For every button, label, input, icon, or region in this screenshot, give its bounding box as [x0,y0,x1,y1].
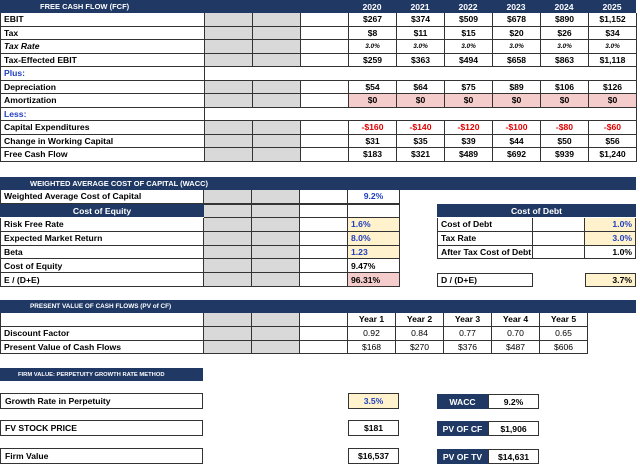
equity-row-label: Expected Market Return [0,232,204,246]
fcf-value: $0 [445,94,493,108]
fcf-year-header: 2025 [602,1,622,12]
fv-label-box [0,420,203,436]
fcf-value: $321 [397,148,445,162]
spacer-cell [205,67,349,81]
pv-value: 0.70 [492,327,540,341]
pvcf-value: $1,906 [488,421,539,436]
fcf-value: -$100 [493,121,541,135]
spacer-cell [533,218,585,232]
fcf-value: $374 [397,13,445,27]
spacer-cell [204,327,252,341]
spacer-cell [252,218,300,232]
spacer-cell [205,94,253,108]
fcf-value: $56 [589,135,637,149]
pv-row-label: Discount Factor [0,327,204,341]
spacer-cell [252,246,300,260]
debt-row [437,246,636,260]
fcf-row-label: Depreciation [1,81,205,95]
pv-year-header: Year 1 [348,313,396,327]
fcf-value: $0 [493,94,541,108]
spacer-cell [253,54,301,68]
spacer-cell [300,204,348,218]
spacer-cell [204,218,252,232]
fv-label: FV STOCK PRICE [5,423,77,433]
equity-row-value: 1.23 [348,246,400,260]
debt-ratio-row [437,273,636,287]
spacer-cell [301,148,349,162]
fcf-value: 3.0% [541,40,589,54]
fcf-value: $89 [493,81,541,95]
fcf-row-label: Amortization [1,94,205,108]
fcf-value: $26 [541,27,589,41]
spacer-cell [253,13,301,27]
pvtv-label: PV OF TV [437,449,488,464]
fcf-value: $692 [493,148,541,162]
spacer-cell [252,204,300,218]
fcf-year-header: 2022 [458,1,478,12]
pv-value: 0.65 [540,327,588,341]
equity-table [0,218,400,288]
spacer-cell [252,327,300,341]
pv-year-header: Year 5 [540,313,588,327]
fcf-value: $15 [445,27,493,41]
equity-row-label: Beta [0,246,204,260]
pv-value: $270 [396,341,444,355]
spacer-cell [252,259,300,273]
spacer-cell [253,27,301,41]
spacer-cell [253,81,301,95]
spacer-cell [252,341,300,355]
spacer-cell [252,190,300,204]
fcf-value: $44 [493,135,541,149]
fcf-header [0,0,636,13]
spacer-cell [533,246,585,260]
debt-ratio-label: D / (D+E) [437,273,533,287]
fcf-row [1,81,638,95]
fcf-row [1,27,638,41]
fcf-value: $64 [397,81,445,95]
debt-table [437,218,636,259]
spacer-cell [301,135,349,149]
spacer-cell [205,81,253,95]
fcf-value: $183 [349,148,397,162]
spacer-cell [300,259,348,273]
spacer-cell [252,232,300,246]
fcf-value: -$160 [349,121,397,135]
spacer-cell [205,27,253,41]
debt-row-label: Tax Rate [437,232,533,246]
equity-row [0,273,400,287]
fcf-value: 3.0% [397,40,445,54]
spacer-cell [300,232,348,246]
fcf-value: $34 [589,27,637,41]
fcf-row [1,67,638,81]
fcf-value: $0 [397,94,445,108]
fcf-value: $8 [349,27,397,41]
pv-title: PRESENT VALUE OF CASH FLOWS (PV of CF) [30,303,172,310]
pv-value: $606 [540,341,588,355]
pv-value: $487 [492,341,540,355]
debt-ratio-value: 3.7% [585,273,636,287]
equity-row-value: 96.31% [348,273,400,287]
fcf-table [0,13,637,162]
pv-year-header: Year 2 [396,313,444,327]
spacer-cell [301,121,349,135]
debt-row-value: 1.0% [585,218,636,232]
fcf-row [1,40,638,54]
equity-row [0,246,400,260]
fcf-value: 3.0% [349,40,397,54]
fcf-value: $863 [541,54,589,68]
fcf-value: $126 [589,81,637,95]
spacer-cell [349,67,637,81]
fcf-row [1,54,638,68]
spacer-cell [533,232,585,246]
fcf-value: $11 [397,27,445,41]
fcf-value: $363 [397,54,445,68]
equity-row [0,259,400,273]
spacer-cell [252,273,300,287]
equity-row-label: E / (D+E) [0,273,204,287]
fcf-value: $0 [349,94,397,108]
fcf-row [1,94,638,108]
fcf-value: $39 [445,135,493,149]
fcf-value: -$60 [589,121,637,135]
spacer-cell [204,313,252,327]
spacer-cell [204,259,252,273]
fcf-value: $259 [349,54,397,68]
spacer-cell [300,341,348,355]
fcf-value: 3.0% [589,40,637,54]
wacc-label: Weighted Average Cost of Capital [0,190,204,204]
pv-header [0,300,636,313]
fcf-value: $1,240 [589,148,637,162]
fcf-row [1,108,638,122]
fcf-value: $35 [397,135,445,149]
cost-of-equity-header [0,204,204,217]
fcf-value: $658 [493,54,541,68]
fcf-value: $0 [541,94,589,108]
debt-row [437,232,636,246]
fcf-row-label: Free Cash Flow [1,148,205,162]
spacer-cell [204,273,252,287]
spacer-cell [300,313,348,327]
firm-header [0,368,203,381]
spacer-cell [300,218,348,232]
firm-label-box [0,448,203,464]
firm-value: $16,537 [348,448,399,464]
spacer-cell [253,40,301,54]
fcf-value: $939 [541,148,589,162]
firm-label: Firm Value [5,451,49,461]
pv-value: $376 [444,341,492,355]
fcf-value: $50 [541,135,589,149]
pv-value: 0.92 [348,327,396,341]
fcf-row-label: Plus: [1,67,205,81]
fcf-value: $75 [445,81,493,95]
spacer-cell [204,190,252,204]
fcf-value: $31 [349,135,397,149]
fcf-year-header: 2020 [362,1,382,12]
spacer-cell [253,94,301,108]
spacer-cell [301,40,349,54]
pvcf-label: PV OF CF [437,421,488,436]
spacer-cell [300,327,348,341]
growth-value: 3.5% [348,393,399,409]
fcf-row-label: EBIT [1,13,205,27]
fcf-year-header: 2024 [554,1,574,12]
spacer-cell [204,204,252,218]
fcf-row [1,135,638,149]
pv-value: 0.77 [444,327,492,341]
pv-year-header: Year 3 [444,313,492,327]
equity-row-value: 9.47% [348,259,400,273]
fcf-year-header: 2023 [506,1,526,12]
spacer-cell [253,135,301,149]
equity-row [0,218,400,232]
pv-row [0,341,590,355]
debt-row-label: Cost of Debt [437,218,533,232]
pv-year-header: Year 4 [492,313,540,327]
pv-row [0,327,590,341]
spacer-cell [252,313,300,327]
fcf-value: $20 [493,27,541,41]
fcf-value: $1,152 [589,13,637,27]
spacer-cell [205,135,253,149]
fcf-value: -$140 [397,121,445,135]
firm-title: FIRM VALUE: PERPETUITY GROWTH RATE METHOD [18,371,165,378]
fcf-row-label: Tax [1,27,205,41]
spacer-cell [205,40,253,54]
cost-of-equity-title: Cost of Equity [72,205,132,216]
fcf-row [1,148,638,162]
fcf-value: $890 [541,13,589,27]
spacer-cell [204,232,252,246]
fcf-value: -$120 [445,121,493,135]
debt-row [437,218,636,232]
equity-row-label: Cost of Equity [0,259,204,273]
fcf-row-label: Tax Rate [1,40,205,54]
spacer-cell [300,273,348,287]
fcf-value: 3.0% [445,40,493,54]
spacer-cell [0,313,204,327]
growth-label-box [0,393,203,409]
fcf-value: $1,118 [589,54,637,68]
spacer-cell [205,108,349,122]
fcf-value: -$80 [541,121,589,135]
spacer-cell [205,13,253,27]
spacer-cell [253,121,301,135]
pv-value: $168 [348,341,396,355]
debt-row-value: 1.0% [585,246,636,260]
equity-row-value: 8.0% [348,232,400,246]
pv-year-row [0,313,590,327]
debt-row-label: After Tax Cost of Debt [437,246,533,260]
wacc-summary-value: 9.2% [488,394,539,409]
fcf-year-header: 2021 [410,1,430,12]
pv-table [0,313,590,355]
spacer-cell [205,121,253,135]
wacc-summary-label: WACC [437,394,488,409]
fcf-value: $509 [445,13,493,27]
spacer-cell [348,204,400,218]
equity-row-value: 1.6% [348,218,400,232]
equity-header-spacer [204,204,400,218]
spacer-cell [301,27,349,41]
spacer-cell [205,148,253,162]
fcf-title: FREE CASH FLOW (FCF) [40,2,130,11]
wacc-title: WEIGHTED AVERAGE COST OF CAPITAL (WACC) [30,179,209,188]
spacer-cell [300,246,348,260]
fcf-value: $54 [349,81,397,95]
cost-of-debt-title: Cost of Debt [510,205,563,216]
debt-row-value: 3.0% [585,232,636,246]
fcf-row [1,13,638,27]
fcf-row-label: Less: [1,108,205,122]
pvtv-value: $14,631 [488,449,539,464]
fcf-value: $678 [493,13,541,27]
fcf-value: $106 [541,81,589,95]
wacc-value: 9.2% [348,190,400,204]
fcf-value: $489 [445,148,493,162]
wacc-header [0,177,636,190]
spacer-cell [205,54,253,68]
fcf-row-label: Tax-Effected EBIT [1,54,205,68]
pv-row-label: Present Value of Cash Flows [0,341,204,355]
fcf-row-label: Change in Working Capital [1,135,205,149]
spacer-cell [301,13,349,27]
spacer-cell [349,108,637,122]
fcf-row [1,121,638,135]
equity-row-label: Risk Free Rate [0,218,204,232]
spacer-cell [204,341,252,355]
fcf-value: $494 [445,54,493,68]
fv-value: $181 [348,420,399,436]
fcf-row-label: Capital Expenditures [1,121,205,135]
growth-label: Growth Rate in Perpetuity [5,396,111,406]
wacc-row [0,190,400,204]
spacer-cell [301,54,349,68]
spacer-cell [301,94,349,108]
fcf-value: $267 [349,13,397,27]
spacer-cell [301,81,349,95]
fcf-value: $0 [589,94,637,108]
spacer-cell [204,246,252,260]
spacer-cell [253,148,301,162]
cost-of-debt-header [437,204,636,217]
fcf-value: 3.0% [493,40,541,54]
equity-row [0,232,400,246]
pv-value: 0.84 [396,327,444,341]
spacer-cell [300,190,348,204]
